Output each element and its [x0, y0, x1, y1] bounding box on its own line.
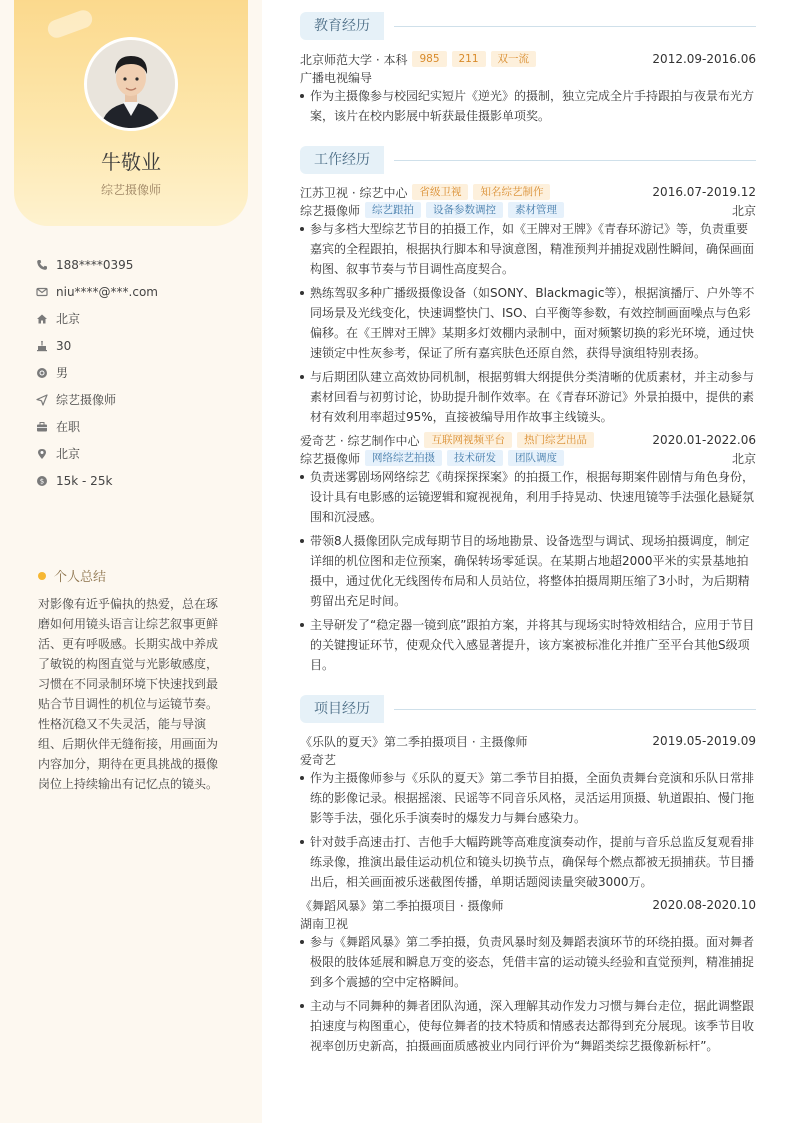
bullet-dot-icon: [38, 572, 46, 580]
project-name: 《舞蹈风暴》第二季拍摄项目 · 摄像师: [300, 898, 504, 913]
company-tag: 省级卫视: [412, 184, 468, 200]
list-item: 参与多档大型综艺节目的拍摄工作，如《王牌对王牌》《青春环游记》等，负责重要嘉宾的全程跟拍，根据执行脚本和导演意图，精准预判并捕捉戏剧性瞬间，确保画面构图、叙事节奏与节目调性高度契合。: [300, 219, 756, 279]
work-section-header: [300, 145, 756, 175]
person-name: 牛敬业: [101, 150, 161, 174]
job-position-row: [300, 201, 756, 219]
project-name-row: [300, 896, 756, 914]
list-item: 针对鼓手高速击打、吉他手大幅跨跳等高难度演奏动作，提前与音乐总监反复观看排练录像，推演出最佳运动机位和镜头切换节点，确保每个燃点都被无损捕获。节目播出后，相关画面被乐迷截图传播，单期话题阅读量突破3000万。: [300, 832, 756, 892]
project-bullets: [300, 932, 756, 1060]
list-item: 作为主摄像参与校园纪实短片《逆光》的摄制，独立完成全片手持跟拍与夜景布光方案，该片在校内影展中斩获最佳摄影单项奖。: [300, 86, 756, 126]
list-item: 与后期团队建立高效协同机制，根据剪辑大纲提供分类清晰的优质素材，并主动参与素材回看与初剪讨论，协助提升制作效率。在《青春环游记》外景拍摄中，提供的素材有效利用率超过95%，直接被编导用作故事主线镜头。: [300, 367, 756, 427]
info-status: [36, 413, 236, 440]
skill-tag: 综艺跟拍: [365, 202, 421, 218]
briefcase-icon: [36, 421, 48, 433]
project-bullets: [300, 768, 756, 896]
person-title: 综艺摄像师: [100, 183, 161, 197]
phone-icon: [36, 259, 48, 271]
job-city: 北京: [731, 203, 756, 218]
list-item: 熟练驾驭多种广播级摄像设备（如SONY、Blackmagic等），根据演播厅、户外等不同场景及光线变化，快速调整快门、ISO、白平衡等参数，有效控制画面噪点与色彩偏移。在《王牌对王牌》某期多灯效棚内录制中，面对频繁切换的彩光环境，通过快速锁定中性灰参考，保证了所有嘉宾肤色还原自然，获得导演组特别表扬。: [300, 283, 756, 363]
education-title: 教育经历: [300, 12, 384, 40]
location-icon: [36, 448, 48, 460]
info-job-intent: [36, 386, 236, 413]
info-hometown: [36, 305, 236, 332]
list-item: 带领8人摄像团队完成每期节目的场地勘景、设备选型与调试、现场拍摄调度，制定详细的机位图和走位预案，确保转场零延误。在某期占地超2000平米的实景基地拍摄中，通过优化无线图传布局和人员站位，将整体拍摄周期压缩了3小时，为后期精剪留出充足时间。: [300, 531, 756, 611]
skill-tag: 设备参数调控: [426, 202, 503, 218]
money-icon: [36, 475, 48, 487]
gender-text: 男: [56, 366, 69, 380]
education-bullets: [300, 86, 756, 130]
project-date: 2020.08-2020.10: [652, 898, 756, 912]
gender-icon: [36, 367, 48, 379]
school-tag: 985: [412, 51, 446, 67]
project-org: 爱奇艺: [300, 752, 337, 767]
education-school-row: [300, 50, 756, 68]
job-city: 北京: [731, 451, 756, 466]
summary-text: 对影像有近乎偏执的热爱，总在琢磨如何用镜头语言让综艺叙事更鲜活、更有呼吸感。长期实战中养成了敏锐的构图直觉与光影敏感度，习惯在不同录制环境下快速找到最贴合节目调性的机位与运镜节奏。性格沉稳又不失灵活，能与导演组、后期伙伴无缝衔接，用画面为内容加分，期待在更具挑战的摄像岗位上持续输出有记忆点的镜头。: [38, 597, 219, 791]
mail-icon: [36, 286, 48, 298]
project-org-row: [300, 750, 756, 768]
avatar: [84, 37, 178, 131]
info-phone: [36, 251, 236, 278]
sidebar: [0, 0, 262, 1123]
company-tag: 互联网视频平台: [424, 432, 512, 448]
skill-tag: 素材管理: [508, 202, 564, 218]
info-age: [36, 332, 236, 359]
info-location: [36, 440, 236, 467]
contact-info: [36, 251, 236, 494]
school-tag: 211: [452, 51, 486, 67]
list-item: 负责迷雾剧场网络综艺《萌探探探案》的拍摄工作，根据每期案件剧情与角色身份，设计具有电影感的运镜逻辑和窥视视角，利用手持晃动、快速甩镜等手法强化悬疑氛围和沉浸感。: [300, 467, 756, 527]
location-text: 北京: [56, 447, 81, 461]
projects-title: 项目经历: [300, 695, 384, 723]
work-title: 工作经历: [300, 146, 384, 174]
info-salary: [36, 467, 236, 494]
salary-text: 15k - 25k: [56, 473, 113, 488]
job-company-row: [300, 183, 756, 201]
divider: [394, 26, 756, 27]
info-email: [36, 278, 236, 305]
send-icon: [36, 394, 48, 406]
cake-icon: [36, 340, 48, 352]
svg-text:$: $: [39, 477, 45, 485]
list-item: 主导研发了“稳定器一镜到底”跟拍方案，并将其与现场实时特效相结合，应用于节目的关键搜证环节，使观众代入感显著提升，该方案被标准化并推广至平台其他S级项目。: [300, 615, 756, 675]
school-name: 北京师范大学 · 本科: [300, 52, 408, 67]
job-bullets: [300, 219, 756, 431]
skill-tag: 技术研发: [447, 450, 503, 466]
home-icon: [36, 313, 48, 325]
decorative-pill: [45, 8, 94, 41]
job-company-row: [300, 431, 756, 449]
phone-text: 188****0395: [56, 257, 134, 272]
company-name: 爱奇艺 · 综艺制作中心: [300, 433, 420, 448]
project-date: 2019.05-2019.09: [652, 734, 756, 748]
company-tag: 热门综艺出品: [517, 432, 594, 448]
project-name: 《乐队的夏天》第二季拍摄项目 · 主摄像师: [300, 734, 528, 749]
projects-section-header: [300, 694, 756, 724]
summary-heading: [38, 566, 106, 585]
school-tag: 双一流: [491, 51, 537, 67]
info-gender: [36, 359, 236, 386]
age-text: 30: [56, 338, 72, 353]
education-date: 2012.09-2016.06: [652, 52, 756, 66]
divider: [394, 709, 756, 710]
job-position-row: [300, 449, 756, 467]
list-item: 主动与不同舞种的舞者团队沟通，深入理解其动作发力习惯与舞台走位，据此调整跟拍速度与构图重心，使每位舞者的技术特质和情感表达都得到充分展现。该季节目收视率创历史新高，拍摄画面质感被业内同行评价为“舞蹈类综艺摄像新标杆”。: [300, 996, 756, 1056]
company-tag: 知名综艺制作: [473, 184, 550, 200]
project-org: 湖南卫视: [300, 916, 349, 931]
job-intent-text: 综艺摄像师: [56, 393, 117, 407]
job-date: 2020.01-2022.06: [652, 433, 756, 447]
status-text: 在职: [56, 420, 81, 434]
project-name-row: [300, 732, 756, 750]
education-major-row: [300, 68, 756, 86]
education-section-header: [300, 11, 756, 41]
list-item: 作为主摄像师参与《乐队的夏天》第二季节目拍摄，全面负责舞台竞演和乐队日常排练的影像记录。根据摇滚、民谣等不同音乐风格，灵活运用顶摄、轨道跟拍、慢门拖影等手法，强化乐手演奏时的爆发力与舞台感染力。: [300, 768, 756, 828]
summary-title: 个人总结: [54, 570, 107, 585]
job-date: 2016.07-2019.12: [652, 185, 756, 199]
company-name: 江苏卫视 · 综艺中心: [300, 185, 408, 200]
skill-tag: 团队调度: [508, 450, 564, 466]
list-item: 参与《舞蹈风暴》第二季拍摄，负责风暴时刻及舞蹈表演环节的环绕拍摄。面对舞者极限的肢体延展和瞬息万变的姿态，凭借丰富的运动镜头经验和直觉预判，精准捕捉到多个震撼的空中定格瞬间。: [300, 932, 756, 992]
skill-tag: 网络综艺拍摄: [365, 450, 442, 466]
major: 广播电视编导: [300, 70, 373, 85]
divider: [394, 160, 756, 161]
hometown-text: 北京: [56, 312, 81, 326]
position: 综艺摄像师: [300, 203, 361, 218]
job-bullets: [300, 467, 756, 679]
project-org-row: [300, 914, 756, 932]
position: 综艺摄像师: [300, 451, 361, 466]
email-text: niu****@***.com: [56, 284, 158, 299]
